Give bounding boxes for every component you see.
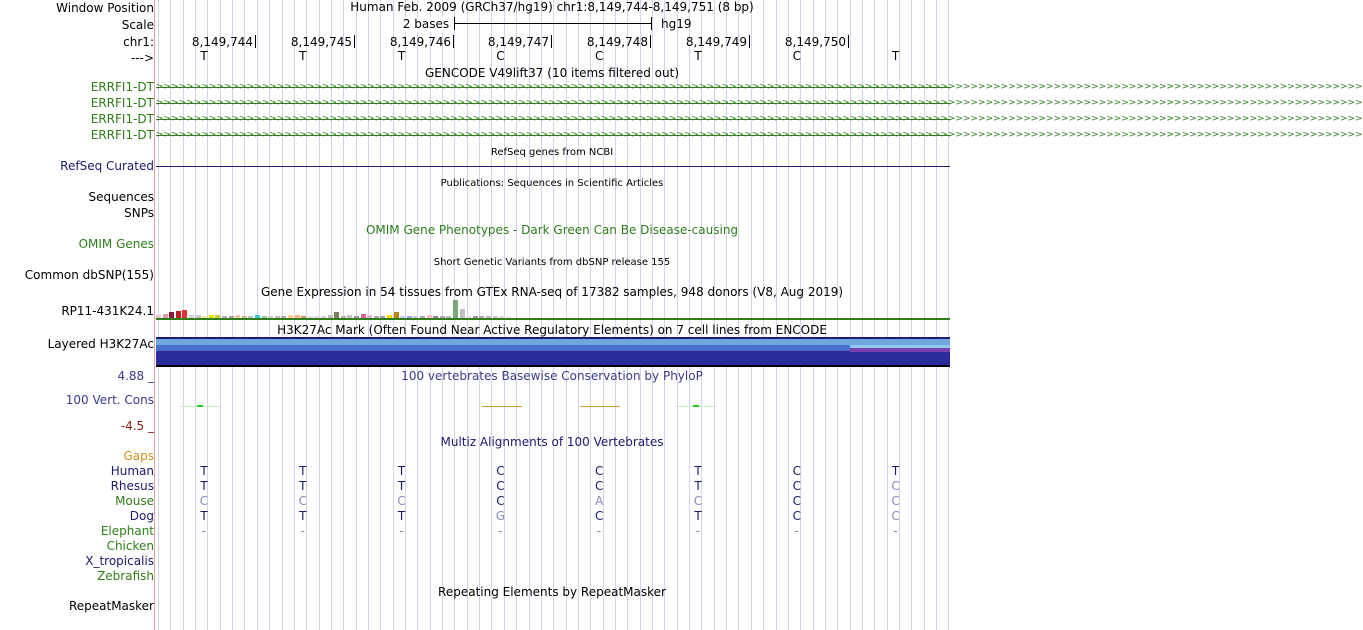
publications-snps-label[interactable]: SNPs — [124, 206, 154, 220]
reference-base: C — [792, 49, 801, 63]
gtex-expression-bars[interactable] — [156, 300, 516, 318]
publications-track-title: Publications: Sequences in Scientific Articles — [440, 178, 664, 189]
multiz-aligned-base: C — [594, 464, 604, 478]
chr-label: chr1: — [123, 35, 154, 49]
h3k27ac-track-label[interactable]: Layered H3K27Ac — [47, 337, 154, 351]
multiz-aligned-base: T — [891, 464, 900, 478]
multiz-aligned-base: C — [496, 464, 505, 478]
multiz-species-label[interactable]: Human — [110, 464, 154, 478]
ruler-tick — [354, 35, 355, 48]
multiz-aligned-base: C — [594, 509, 604, 523]
gridline — [776, 0, 777, 630]
gridline — [874, 0, 875, 630]
gridline — [677, 0, 678, 630]
strand-arrows: >>>>>>>>>>>>>>>>>>>>>>>>>>>>>>>>>>>>>>>>>>>>>>>>>>>>>>>>>>>>>>>>>>>>>>>>>>>>>>>>>>>>>>>>>>>>>>>>>>>>>>>>>>>>>>>>>>>>>>>>>>>>>>>>>>>>>>>>>>>>>>>>>>>>>>>>>>>>>>>> — [156, 130, 1363, 140]
ruler-tick — [255, 35, 256, 48]
gridline — [911, 0, 912, 630]
gridline — [664, 0, 665, 630]
multiz-aligned-base: C — [792, 494, 801, 508]
multiz-aligned-base: T — [200, 479, 208, 493]
multiz-aligned-base: T — [694, 464, 702, 478]
gridline — [553, 0, 554, 630]
gencode-gene-label[interactable]: ERRFI1-DT — [90, 128, 154, 142]
gridline — [529, 0, 530, 630]
ruler-position-label: 8,149,746 — [389, 35, 451, 49]
label-track-divider — [154, 0, 155, 630]
repeatmasker-track-title: Repeating Elements by RepeatMasker — [438, 585, 666, 599]
scale-text: 2 bases — [402, 17, 450, 31]
multiz-aligned-base: - — [201, 524, 207, 538]
gridline — [763, 0, 764, 630]
gridline — [936, 0, 937, 630]
strand-arrows: >>>>>>>>>>>>>>>>>>>>>>>>>>>>>>>>>>>>>>>>>>>>>>>>>>>>>>>>>>>>>>>>>>>>>>>>>>>>>>>>>>>>>>>>>>>>>>>>>>>>>>>>>>>>>>>>>>>>>>>>>>>>>>>>>>>>>>>>>>>>>>>>>>>>>>>>>>>>>>>> — [156, 82, 1363, 92]
multiz-species-label[interactable]: Zebrafish — [97, 569, 154, 583]
gtex-tissue-bar[interactable] — [182, 310, 187, 318]
gtex-gene-line — [156, 318, 950, 320]
ruler-position-label: 8,149,747 — [487, 35, 549, 49]
ruler-position-label: 8,149,749 — [685, 35, 747, 49]
multiz-aligned-base: T — [200, 464, 208, 478]
gridline — [578, 0, 579, 630]
multiz-aligned-base: T — [299, 479, 307, 493]
multiz-aligned-base: A — [595, 494, 604, 508]
multiz-aligned-base: C — [891, 509, 900, 523]
multiz-aligned-base: T — [299, 509, 307, 523]
gridline — [924, 0, 925, 630]
multiz-aligned-base: C — [496, 494, 505, 508]
gtex-tissue-bar[interactable] — [453, 300, 458, 318]
gtex-track-label[interactable]: RP11-431K24.1 — [61, 304, 154, 318]
multiz-aligned-base: C — [891, 494, 900, 508]
gtex-track-title: Gene Expression in 54 tissues from GTEx RNA-seq of 17382 samples, 948 donors (V8, Aug 2019) — [260, 285, 844, 299]
refseq-track-title: RefSeq genes from NCBI — [490, 147, 614, 158]
h3k27ac-track-title: H3K27Ac Mark (Often Found Near Active Regulatory Elements) on 7 cell lines from ENCODE — [277, 323, 827, 337]
gridline — [862, 0, 863, 630]
gridline — [837, 0, 838, 630]
gencode-track-title: GENCODE V49lift37 (10 items filtered out) — [424, 66, 680, 80]
multiz-species-label[interactable]: Mouse — [115, 494, 154, 508]
gtex-tissue-bar[interactable] — [176, 311, 181, 318]
gencode-gene-label[interactable]: ERRFI1-DT — [90, 80, 154, 94]
gencode-gene-label[interactable]: ERRFI1-DT — [90, 96, 154, 110]
gridline — [738, 0, 739, 630]
multiz-aligned-base: T — [299, 464, 307, 478]
ruler-tick — [551, 35, 552, 48]
multiz-aligned-base: T — [694, 479, 702, 493]
scale-label: Scale — [121, 18, 154, 32]
multiz-aligned-base: T — [397, 479, 406, 493]
multiz-aligned-base: - — [695, 524, 701, 538]
multiz-aligned-base: G — [495, 509, 506, 523]
multiz-aligned-base: - — [597, 524, 602, 538]
publications-sequences-label[interactable]: Sequences — [88, 190, 154, 204]
scale-assembly: hg19 — [661, 17, 692, 31]
ruler-position-label: 8,149,750 — [784, 35, 846, 49]
ruler-position-label: 8,149,748 — [586, 35, 648, 49]
gridline — [640, 0, 641, 630]
reference-base: T — [891, 49, 900, 63]
reference-base: T — [397, 49, 406, 63]
assembly-position-title: Human Feb. 2009 (GRCh37/hg19) chr1:8,149,744-8,149,751 (8 bp) — [350, 0, 754, 14]
refseq-track-label[interactable]: RefSeq Curated — [60, 159, 154, 173]
gencode-gene-label[interactable]: ERRFI1-DT — [90, 112, 154, 126]
window-position-label: Window Position — [56, 1, 154, 15]
ruler-position-label: 8,149,744 — [191, 35, 253, 49]
multiz-species-label[interactable]: Rhesus — [110, 479, 154, 493]
conservation-max-label: 4.88 _ — [117, 369, 154, 383]
gridline — [516, 0, 517, 630]
gridline — [825, 0, 826, 630]
reference-base: C — [594, 49, 604, 63]
gridline — [714, 0, 715, 630]
multiz-aligned-base: C — [594, 479, 604, 493]
multiz-aligned-base: - — [399, 524, 404, 538]
reference-base: T — [694, 49, 702, 63]
strand-label[interactable]: ---> — [130, 51, 154, 65]
gridline — [813, 0, 814, 630]
dbsnp-track-label[interactable]: Common dbSNP(155) — [24, 268, 154, 282]
multiz-aligned-base: C — [496, 479, 505, 493]
conservation-min-label: -4.5 _ — [120, 419, 154, 433]
multiz-aligned-base: T — [397, 509, 406, 523]
multiz-aligned-base: T — [397, 464, 406, 478]
multiz-species-label[interactable]: Chicken — [106, 539, 154, 553]
multiz-aligned-base: C — [792, 479, 801, 493]
strand-arrows: >>>>>>>>>>>>>>>>>>>>>>>>>>>>>>>>>>>>>>>>>>>>>>>>>>>>>>>>>>>>>>>>>>>>>>>>>>>>>>>>>>>>>>>>>>>>>>>>>>>>>>>>>>>>>>>>>>>>>>>>>>>>>>>>>>>>>>>>>>>>>>>>>>>>>>>>>>>>>>>> — [156, 98, 1363, 108]
multiz-track-title: Multiz Alignments of 100 Vertebrates — [440, 435, 664, 449]
omim-track-title: OMIM Gene Phenotypes - Dark Green Can Be Disease-causing — [365, 223, 739, 237]
multiz-aligned-base: C — [693, 494, 703, 508]
ruler-tick — [453, 35, 454, 48]
gridline — [541, 0, 542, 630]
multiz-species-label[interactable]: Dog — [129, 509, 154, 523]
ruler-position-label: 8,149,745 — [290, 35, 352, 49]
gridline — [948, 0, 949, 630]
multiz-aligned-base: C — [891, 479, 900, 493]
strand-arrows: >>>>>>>>>>>>>>>>>>>>>>>>>>>>>>>>>>>>>>>>>>>>>>>>>>>>>>>>>>>>>>>>>>>>>>>>>>>>>>>>>>>>>>>>>>>>>>>>>>>>>>>>>>>>>>>>>>>>>>>>>>>>>>>>>>>>>>>>>>>>>>>>>>>>>>>>>>>>>>>> — [156, 114, 1363, 124]
multiz-aligned-base: T — [694, 509, 702, 523]
multiz-gaps-label[interactable]: Gaps — [123, 449, 154, 463]
ruler-tick — [650, 35, 651, 48]
multiz-aligned-base: T — [200, 509, 208, 523]
multiz-aligned-base: - — [300, 524, 305, 538]
ruler-tick — [848, 35, 849, 48]
multiz-aligned-base: - — [893, 524, 898, 538]
repeatmasker-track-label[interactable]: RepeatMasker — [68, 599, 154, 613]
ruler-tick — [749, 35, 750, 48]
multiz-aligned-base: C — [792, 464, 801, 478]
gridline — [615, 0, 616, 630]
refseq-gene-line[interactable] — [156, 166, 950, 167]
gridline — [850, 0, 851, 630]
gridline — [751, 0, 752, 630]
gridline — [566, 0, 567, 630]
multiz-aligned-base: - — [794, 524, 799, 538]
multiz-aligned-base: C — [199, 494, 209, 508]
gridline — [627, 0, 628, 630]
gridline — [726, 0, 727, 630]
conservation-track-title: 100 vertebrates Basewise Conservation by PhyloP — [401, 369, 703, 383]
multiz-aligned-base: - — [498, 524, 503, 538]
reference-base: C — [496, 49, 505, 63]
gridline — [652, 0, 653, 630]
multiz-species-label[interactable]: Elephant — [100, 524, 154, 538]
omim-track-label[interactable]: OMIM Genes — [78, 237, 154, 251]
dbsnp-track-title: Short Genetic Variants from dbSNP release 155 — [433, 257, 671, 268]
gtex-tissue-bar[interactable] — [460, 309, 465, 318]
multiz-aligned-base: C — [792, 509, 801, 523]
reference-base: T — [200, 49, 208, 63]
multiz-species-label[interactable]: X_tropicalis — [85, 554, 154, 568]
multiz-aligned-base: C — [298, 494, 307, 508]
conservation-track-label[interactable]: 100 Vert. Cons — [65, 393, 154, 407]
multiz-aligned-base: C — [397, 494, 406, 508]
reference-base: T — [299, 49, 307, 63]
